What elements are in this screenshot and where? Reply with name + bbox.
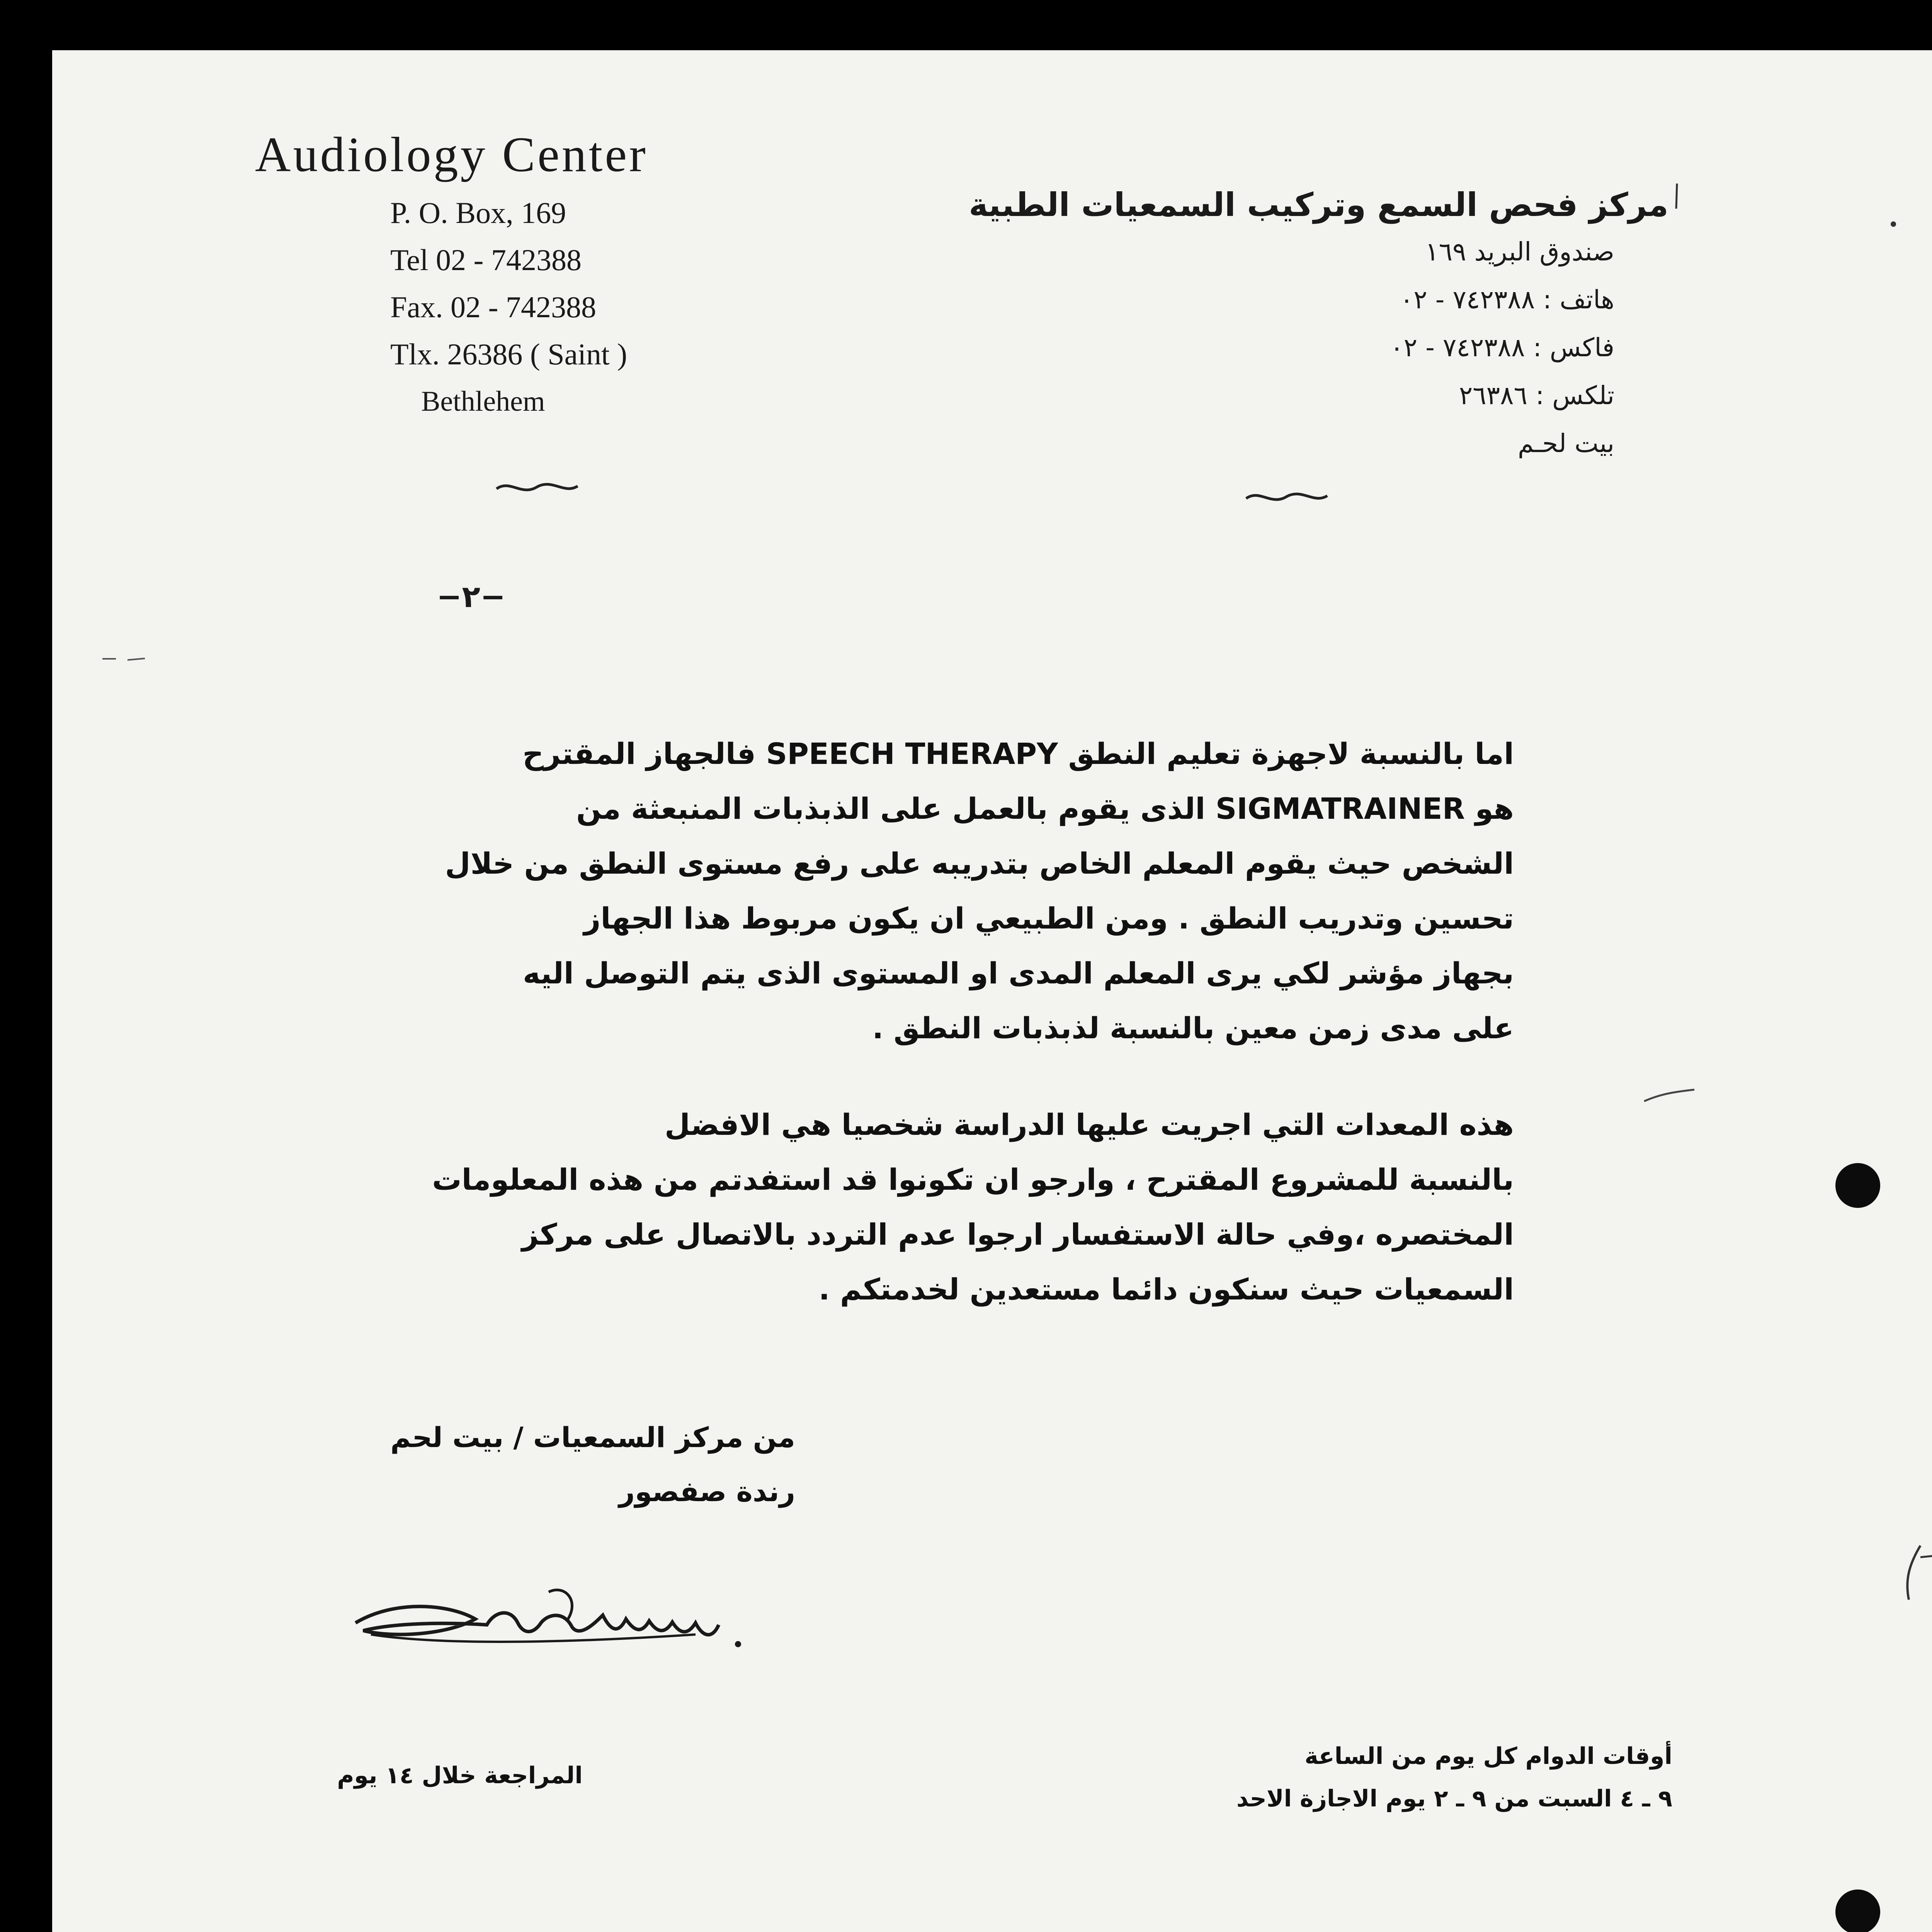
handwritten-signature: [348, 1577, 765, 1677]
scan-mark-icon: [1886, 216, 1901, 232]
tel-ar: هاتف : ٧٤٢٣٨٨ - ٠٢: [1400, 285, 1614, 315]
body-line: السمعيات حيث سنكون دائما مستعدين لخدمتكم .: [818, 1272, 1514, 1306]
scan-mark-icon: [1893, 1542, 1932, 1604]
scan-mark-icon: [100, 653, 147, 665]
review-note: المراجعة خلال ١٤ يوم: [337, 1762, 583, 1789]
hours-line-1: أوقات الدوام كل يوم من الساعة: [1304, 1743, 1672, 1770]
center-name-en: Audiology Center: [255, 127, 648, 182]
body-line: بجهاز مؤشر لكي يرى المعلم المدى او المستوى الذى يتم التوصل اليه: [523, 956, 1514, 990]
fax-ar: فاكس : ٧٤٢٣٨٨ - ٠٢: [1390, 333, 1614, 362]
scan-mark-icon: [1642, 1086, 1696, 1105]
pobox-ar: صندوق البريد ١٦٩: [1425, 237, 1614, 267]
letterhead-english: [255, 124, 648, 425]
body-paragraph-2: [432, 1097, 1514, 1317]
body-line: على مدى زمن معين بالنسبة لذبذبات النطق .: [872, 1011, 1514, 1045]
flourish-en-icon: [495, 475, 580, 498]
scan-mark-icon: [1669, 182, 1685, 213]
body-line: تحسين وتدريب النطق . ومن الطبيعي ان يكون مربوط هذا الجهاز: [583, 901, 1514, 935]
telex-en: Tlx. 26386 ( Saint ): [390, 337, 628, 371]
pobox-en: P. O. Box, 169: [390, 196, 566, 230]
body-line: الشخص حيث يقوم المعلم الخاص بتدريبه على رفع مستوى النطق من خلال: [445, 846, 1514, 881]
closing-from: من مركز السمعيات / بيت لحم: [390, 1421, 795, 1454]
punch-hole: [1835, 1889, 1880, 1932]
city-en: Bethlehem: [421, 386, 545, 417]
working-hours: [1236, 1735, 1672, 1820]
closing-block: [390, 1410, 795, 1519]
fax-en: Fax. 02 - 742388: [390, 290, 596, 324]
page-number: −٢−: [437, 580, 506, 614]
city-ar: بيت لحـم: [1517, 429, 1614, 458]
body-line: بالنسبة للمشروع المقترح ، وارجو ان تكونوا قد استفدتم من هذه المعلومات: [432, 1162, 1514, 1197]
tel-en: Tel 02 - 742388: [390, 243, 582, 277]
body-line: المختصره ،وفي حالة الاستفسار ارجوا عدم التردد بالاتصال على مركز: [522, 1217, 1514, 1252]
punch-hole: [1835, 1163, 1880, 1208]
body-line: اما بالنسبة لاجهزة تعليم النطق SPEECH THERAPY فالجهاز المقترح: [522, 736, 1514, 771]
closing-name: رندة صفصور: [619, 1475, 795, 1508]
letterhead-arabic: [969, 182, 1668, 468]
flourish-ar-icon: [1244, 485, 1329, 508]
body-line: هذه المعدات التي اجريت عليها الدراسة شخصيا هي الافضل: [665, 1107, 1514, 1142]
body-line: هو SIGMATRAINER الذى يقوم بالعمل على الذبذبات المنبعثة من: [576, 791, 1514, 826]
body-paragraph-1: [445, 726, 1514, 1056]
telex-ar: تلكس : ٢٦٣٨٦: [1459, 381, 1614, 410]
hours-line-2: ٩ ـ ٤ السبت من ٩ ـ ٢ يوم الاجازة الاحد: [1236, 1785, 1672, 1812]
center-name-ar: مركز فحص السمع وتركيب السمعيات الطبية: [969, 186, 1668, 224]
